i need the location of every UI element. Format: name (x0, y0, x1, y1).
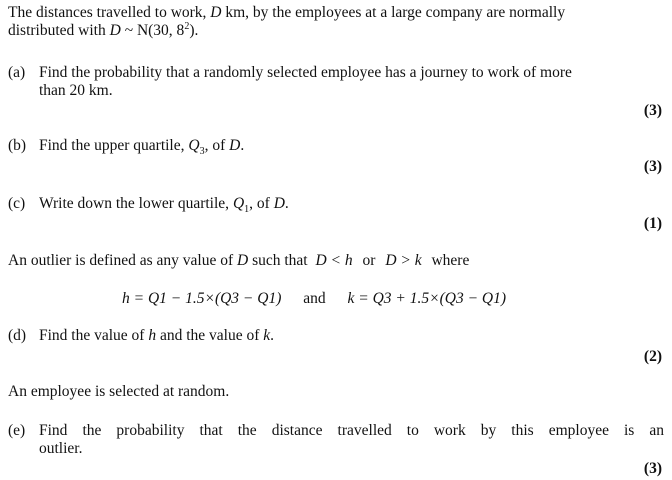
part-a-text: Find the probability that a randomly selected employee has a journey to work of more than 20 km. (39, 64, 572, 99)
part-e-label: (e) (8, 422, 26, 439)
part-e-marks: (3) (643, 460, 662, 477)
random-selection-line: An employee is selected at random. (8, 383, 230, 400)
part-b (8, 137, 664, 157)
part-e-text: Find the probability that the distance travelled to work by this employee is an outlier. (39, 422, 664, 457)
part-d-text: Find the value of h and the value of k. (39, 327, 275, 344)
intro-line-2: distributed with D ~ N(30, $8^2$). (8, 20, 199, 39)
where-word: where (431, 252, 470, 269)
part-a-marks: (3) (643, 102, 662, 119)
part-b-marks: (3) (643, 158, 662, 175)
part-d-label: (d) (8, 327, 27, 344)
part-d-marks: (2) (643, 348, 662, 365)
part-c-marks: (1) (643, 215, 662, 232)
part-c (8, 195, 664, 215)
or-word: or (362, 252, 376, 269)
outlier-formula (122, 290, 506, 308)
k-formula: k = Q3 + 1.5×(Q3 − Q1) (347, 290, 507, 307)
and-word: and (303, 290, 326, 307)
h-formula: h = Q1 − 1.5×(Q3 − Q1) (122, 290, 282, 307)
part-c-text: Write down the lower quartile, $Q_1$, of D. (39, 195, 289, 216)
part-c-label: (c) (8, 195, 26, 212)
intro-line-1: The distances travelled to work, D km, by the employees at a large company are normally (8, 4, 566, 21)
question-intro (8, 4, 664, 40)
condition-upper: D > k (385, 252, 422, 269)
outlier-definition: An outlier is defined as any value of D such that D < h or D > k where (8, 252, 470, 269)
part-d (8, 327, 664, 347)
part-b-label: (b) (8, 137, 27, 154)
part-e (8, 422, 664, 462)
part-b-text: Find the upper quartile, $Q_3$, of D. (39, 137, 245, 158)
part-a (8, 64, 664, 104)
part-a-label: (a) (8, 64, 26, 81)
condition-lower: D < h (315, 252, 353, 269)
